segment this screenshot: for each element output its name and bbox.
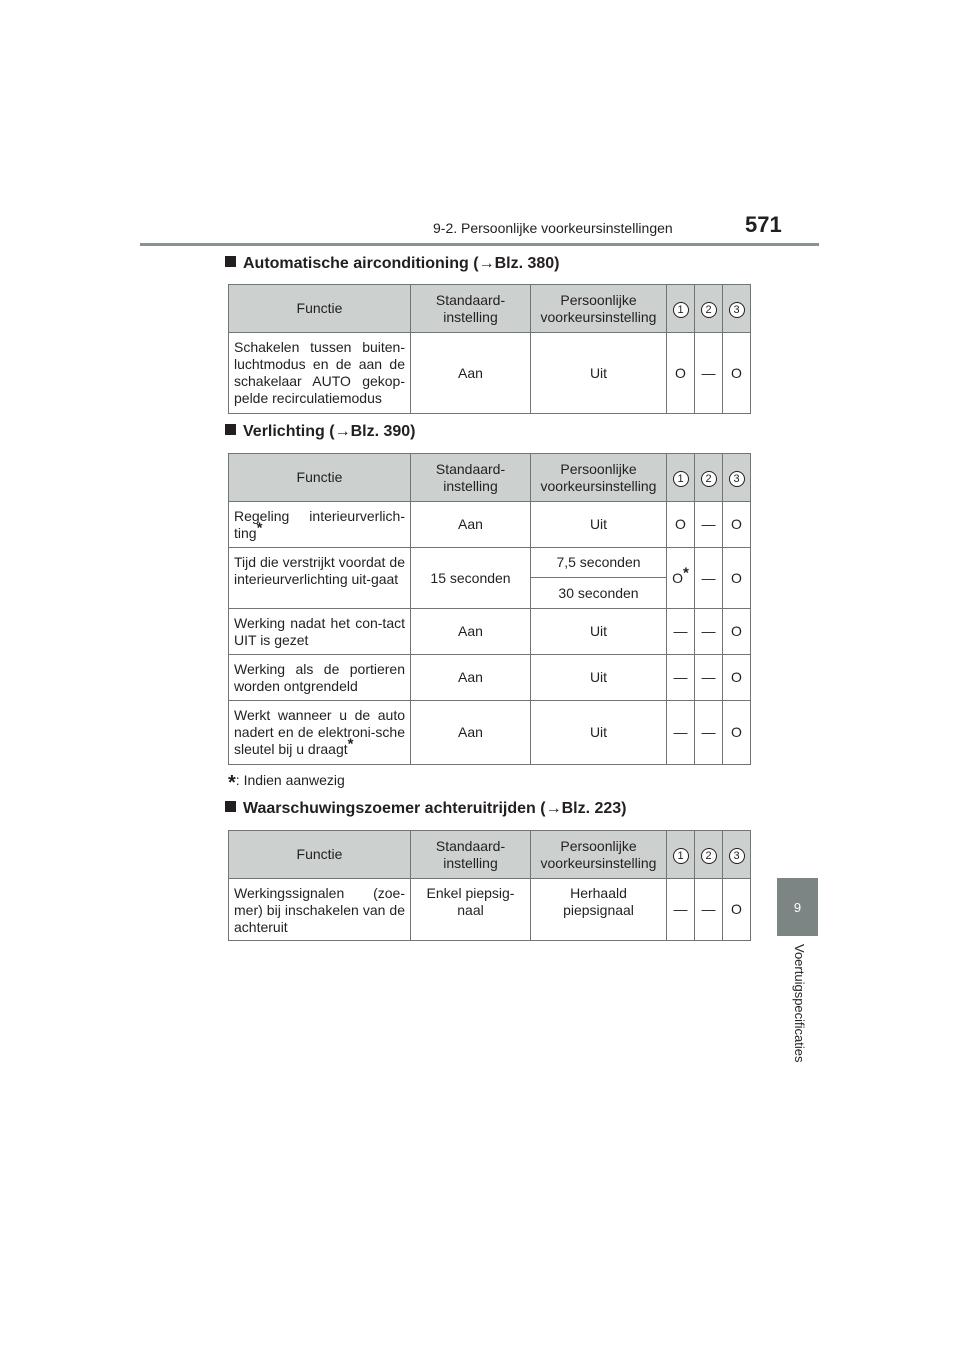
function-cell	[229, 701, 411, 765]
section-heading-text: Verlichting (→Blz. 390)	[243, 423, 416, 440]
function-cell: Werking als de portieren worden ontgrendeld	[229, 655, 411, 701]
method-1-cell: —	[667, 879, 695, 941]
method-2-cell: —	[695, 502, 723, 548]
chapter-title: Voertuigspecificaties	[792, 944, 807, 1063]
method-3-cell: O	[723, 502, 751, 548]
circled-number-1-icon: 1	[673, 848, 689, 864]
header-default: Standaard-instelling	[411, 454, 531, 502]
method-1-cell: —	[667, 655, 695, 701]
personal-cell: Uit	[531, 701, 667, 765]
function-cell	[229, 502, 411, 548]
personal-cell: Uit	[531, 333, 667, 414]
header-method-2	[695, 454, 723, 502]
table-row	[229, 502, 751, 548]
circled-number-3-icon: 3	[729, 471, 745, 487]
header-method-1	[667, 831, 695, 879]
function-text: Regeling interieurverlich-ting	[234, 508, 405, 541]
section-heading-lighting	[225, 423, 415, 441]
function-cell: Werking nadat het con-tact UIT is gezet	[229, 609, 411, 655]
chapter-tab: 9	[777, 878, 818, 936]
method-2-cell: —	[695, 879, 723, 941]
table-row	[229, 609, 751, 655]
table-row	[229, 333, 751, 414]
airco-table	[228, 284, 751, 414]
header-method-3	[723, 454, 751, 502]
header-method-1	[667, 285, 695, 333]
footnote-asterisk: *	[228, 772, 236, 794]
personal-cell: Uit	[531, 655, 667, 701]
personal-option-cell: 30 seconden	[531, 578, 667, 609]
header-default: Standaard-instelling	[411, 285, 531, 333]
reverse-buzzer-table	[228, 830, 751, 941]
method-2-cell: —	[695, 701, 723, 765]
bullet-square-icon	[225, 801, 236, 812]
method-3-cell: O	[723, 548, 751, 609]
bullet-square-icon	[225, 424, 236, 435]
page-number: 571	[745, 212, 782, 237]
circled-number-3-icon: 3	[729, 848, 745, 864]
personal-option-cell: 7,5 seconden	[531, 548, 667, 578]
circled-number-2-icon: 2	[701, 848, 717, 864]
function-text: Werkt wanneer u de auto nadert en de elektroni-sche sleutel bij u draagt	[234, 707, 405, 757]
default-cell: Aan	[411, 333, 531, 414]
running-header: 9-2. Persoonlijke voorkeursinstellingen	[433, 220, 673, 236]
header-function: Functie	[229, 285, 411, 333]
header-method-3	[723, 285, 751, 333]
default-cell: Aan	[411, 655, 531, 701]
header-method-3	[723, 831, 751, 879]
asterisk-marker: *	[256, 519, 263, 537]
footnote	[228, 772, 345, 795]
table-header-row	[229, 454, 751, 502]
method-2-cell: —	[695, 333, 723, 414]
method-2-cell: —	[695, 655, 723, 701]
method-1-mark: O	[672, 569, 684, 586]
method-1-cell: —	[667, 701, 695, 765]
header-personal: Persoonlijke voorkeursinstelling	[531, 285, 667, 333]
header-method-2	[695, 285, 723, 333]
method-3-cell: O	[723, 879, 751, 941]
function-cell: Tijd die verstrijkt voordat de interieurverlichting uit-gaat	[229, 548, 411, 609]
method-1-cell: O	[667, 502, 695, 548]
method-1-cell: —	[667, 609, 695, 655]
method-3-cell: O	[723, 701, 751, 765]
personal-cell: Uit	[531, 502, 667, 548]
table-row	[229, 701, 751, 765]
asterisk-marker: *	[347, 735, 354, 753]
bullet-square-icon	[225, 256, 236, 267]
default-cell: 15 seconden	[411, 548, 531, 609]
personal-cell: Uit	[531, 609, 667, 655]
default-cell: Aan	[411, 701, 531, 765]
footnote-text: : Indien aanwezig	[235, 772, 345, 788]
header-default: Standaard-instelling	[411, 831, 531, 879]
method-2-cell: —	[695, 609, 723, 655]
method-1-cell	[667, 548, 695, 609]
header-method-2	[695, 831, 723, 879]
personal-cell: Herhaald piepsignaal	[531, 879, 667, 941]
circled-number-1-icon: 1	[673, 471, 689, 487]
section-heading-reverse-buzzer	[225, 800, 627, 818]
table-row	[229, 548, 751, 578]
table-row	[229, 655, 751, 701]
default-cell: Aan	[411, 609, 531, 655]
header-divider	[140, 243, 819, 246]
circled-number-2-icon: 2	[701, 471, 717, 487]
header-function: Functie	[229, 831, 411, 879]
header-personal: Persoonlijke voorkeursinstelling	[531, 831, 667, 879]
circled-number-1-icon: 1	[673, 302, 689, 318]
section-heading-text: Automatische airconditioning (→Blz. 380)	[243, 255, 560, 272]
method-3-cell: O	[723, 655, 751, 701]
header-function: Functie	[229, 454, 411, 502]
function-cell: Schakelen tussen buiten-luchtmodus en de aan de schakelaar AUTO gekop-pelde recirculatiemodus	[229, 333, 411, 414]
asterisk-marker: *	[683, 563, 689, 581]
section-heading-text: Waarschuwingszoemer achteruitrijden (→Blz. 223)	[243, 800, 627, 817]
table-row	[229, 879, 751, 941]
table-header-row	[229, 831, 751, 879]
table-header-row	[229, 285, 751, 333]
method-2-cell: —	[695, 548, 723, 609]
header-method-1	[667, 454, 695, 502]
default-cell: Enkel piepsig-naal	[411, 879, 531, 941]
default-cell: Aan	[411, 502, 531, 548]
circled-number-3-icon: 3	[729, 302, 745, 318]
method-1-cell: O	[667, 333, 695, 414]
header-personal: Persoonlijke voorkeursinstelling	[531, 454, 667, 502]
function-cell: Werkingssignalen (zoe-mer) bij inschakelen van de achteruit	[229, 879, 411, 941]
method-3-cell: O	[723, 333, 751, 414]
lighting-table	[228, 453, 751, 765]
section-heading-airco	[225, 255, 559, 273]
circled-number-2-icon: 2	[701, 302, 717, 318]
method-3-cell: O	[723, 609, 751, 655]
